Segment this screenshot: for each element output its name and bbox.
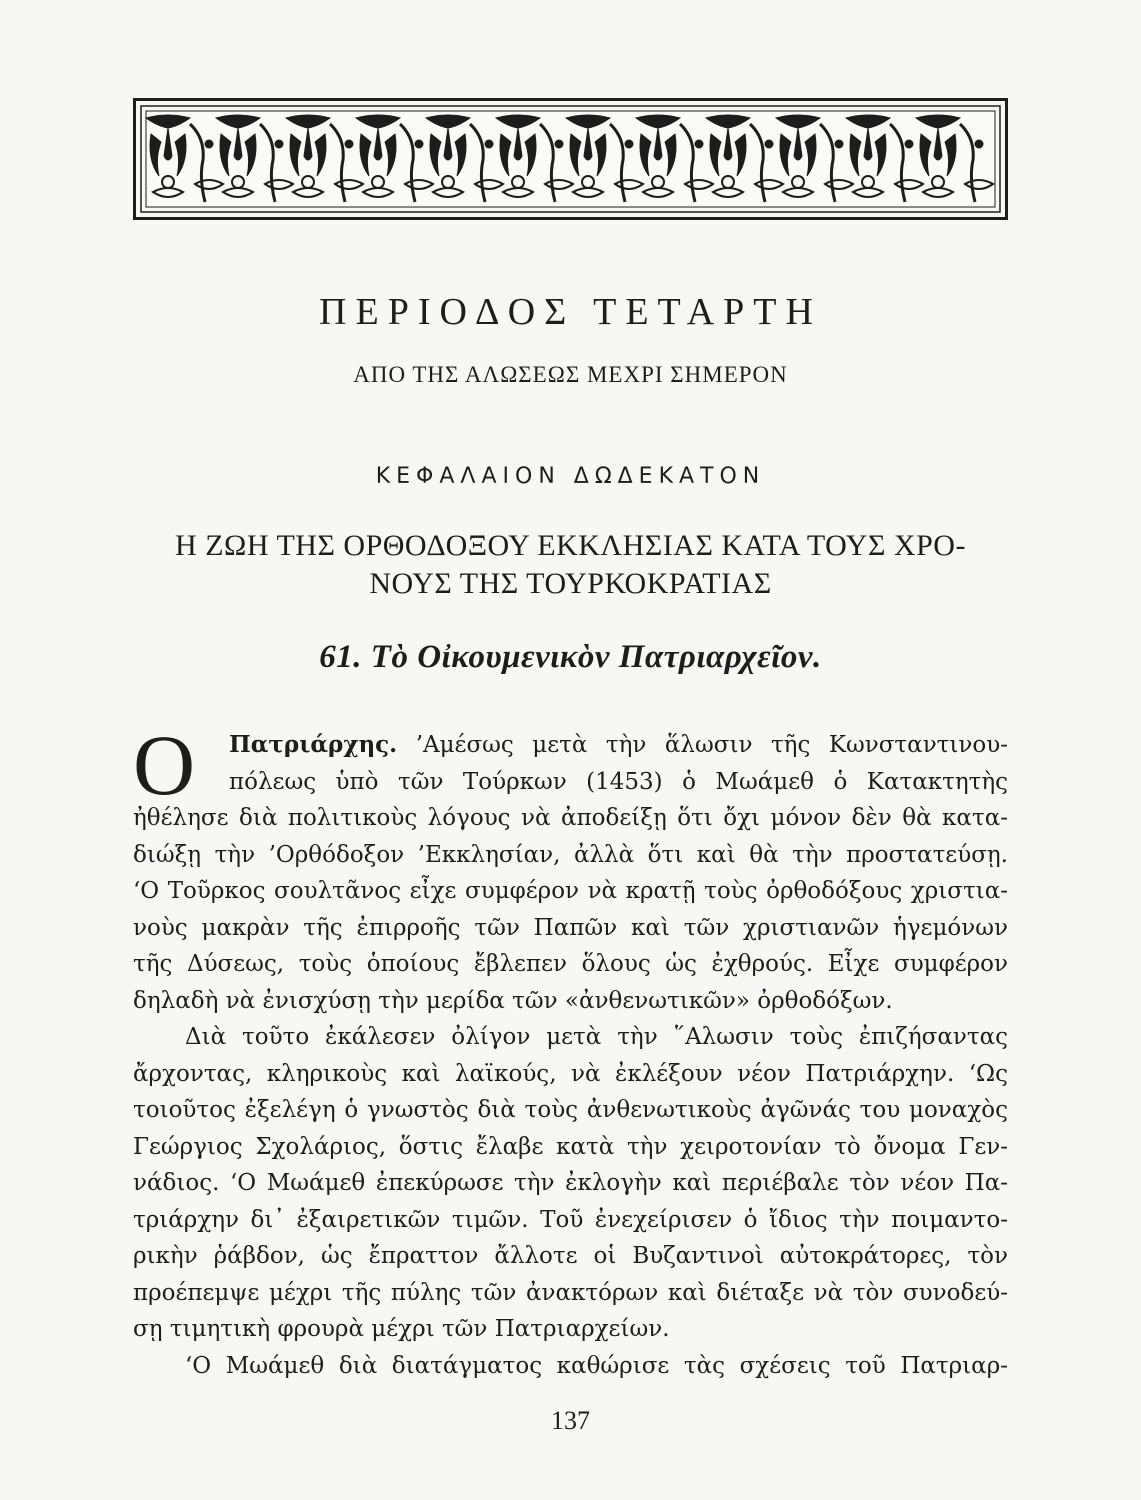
- section-title: 61. Τὸ Οἰκουμενικὸν Πατριαρχεῖον.: [319, 639, 822, 675]
- drop-cap: Ο: [133, 717, 196, 813]
- text-line: ἠθέλησε διὰ πολιτικοὺς λόγους νὰ ἀποδείξῃ ὅτι ὄχι μόνον δὲν θὰ κατα-: [133, 805, 1008, 831]
- text-line: διώξῃ τὴν ’Ορθόδοξον ’Εκκλησίαν, ἀλλὰ ὅτι καὶ θὰ τὴν προστατεύσῃ.: [133, 841, 1008, 868]
- page-number: 137: [551, 1406, 590, 1435]
- text-line: Γεώργιος Σχολάριος, ὅστις ἔλαβε κατὰ τὴν χειροτονίαν τὸ ὄνομα Γεν-: [133, 1133, 1008, 1160]
- text-line: δηλαδὴ νὰ ἐνισχύσῃ τὴν μερίδα τῶν «ἀνθενωτικῶν» ὀρθοδόξων.: [133, 987, 893, 1014]
- text-line: ρικὴν ῥάβδον, ὡς ἔπραττον ἄλλοτε οἱ Βυζαντινοὶ αὐτοκράτορες, τὸν: [133, 1243, 1008, 1269]
- period-subtitle: ΑΠΟ ΤΗΣ ΑΛΩΣΕΩΣ ΜΕΧΡΙ ΣΗΜΕΡΟΝ: [353, 362, 788, 387]
- chapter-title-line: Η ΖΩΗ ΤΗΣ ΟΡΘΟΔΟΞΟΥ ΕΚΚΛΗΣΙΑΣ ΚΑΤΑ ΤΟΥΣ ΧΡΟ-: [175, 529, 966, 562]
- text-line: ἄρχοντας, κληρικοὺς καὶ λαϊκούς, νὰ ἐκλέξουν νέον Πατριάρχην. ‘Ως: [133, 1060, 1008, 1087]
- text-line: νάδιος. ‘Ο Μωάμεθ ἐπεκύρωσε τὴν ἐκλογὴν καὶ περιέβαλε τὸν νέον Πα-: [133, 1170, 1008, 1196]
- greek-floral-border-icon: [133, 98, 1008, 220]
- text-line: τοιοῦτος ἐξελέγη ὁ γνωστὸς διὰ τοὺς ἀνθενωτικοὺς ἀγῶνάς του μοναχὸς: [133, 1097, 1008, 1123]
- text-line: νοὺς μακρὰν τῆς ἐπιρροῆς τῶν Παπῶν καὶ τῶν χριστιανῶν ἡγεμόνων: [133, 914, 1008, 941]
- period-title: ΠΕΡΙΟΔΟΣ ΤΕΤΑΡΤΗ: [319, 291, 822, 333]
- chapter-label: ΚΕΦΑΛΑΙΟΝ ΔΩΔΕΚΑΤΟΝ: [375, 464, 766, 489]
- text-line: ‘Ο Τοῦρκος σουλτᾶνος εἶχε συμφέρον νὰ κρατῇ τοὺς ὀρθοδόξους χριστια-: [133, 878, 1008, 904]
- text-line: πόλεως ὑπὸ τῶν Τούρκων (1453) ὁ Μωάμεθ ὁ Κατακτητὴς: [229, 768, 1008, 795]
- text-line: ‘Ο Μωάμεθ διὰ διατάγματος καθώρισε τὰς σχέσεις τοῦ Πατριαρ-: [185, 1352, 1008, 1379]
- text-line: προέπεμψε μέχρι τῆς πύλης τῶν ἀνακτόρων καὶ διέταξε νὰ τὸν συνοδεύ-: [133, 1279, 1008, 1306]
- chapter-title-line: ΝΟΥΣ ΤΗΣ ΤΟΥΡΚΟΚΡΑΤΙΑΣ: [369, 567, 772, 600]
- text-line: [133, 727, 1008, 764]
- body-text: [133, 717, 1008, 1384]
- text-line: Διὰ τοῦτο ἐκάλεσεν ὀλίγον μετὰ τὴν ῞Αλωσιν τοὺς ἐπιζήσαντας: [185, 1024, 1008, 1050]
- text-line: τῆς Δύσεως, τοὺς ὁποίους ἔβλεπεν ὅλους ὡς ἐχθρούς. Εἶχε συμφέρον: [133, 951, 1008, 977]
- text-line-content: ’Αμέσως μετὰ τὴν ἅλωσιν τῆς Κωνσταντινου-: [415, 732, 1008, 758]
- lead-word: Πατριάρχης.: [229, 731, 398, 758]
- chapter-title: [133, 527, 1008, 603]
- text-line: σῃ τιμητικὴ φρουρὰ μέχρι τῶν Πατριαρχείων.: [133, 1316, 670, 1342]
- text-line: τριάρχην δι᾽ ἐξαιρετικῶν τιμῶν. Τοῦ ἐνεχείρισεν ὁ ἴδιος τὴν ποιμαντο-: [133, 1206, 1008, 1233]
